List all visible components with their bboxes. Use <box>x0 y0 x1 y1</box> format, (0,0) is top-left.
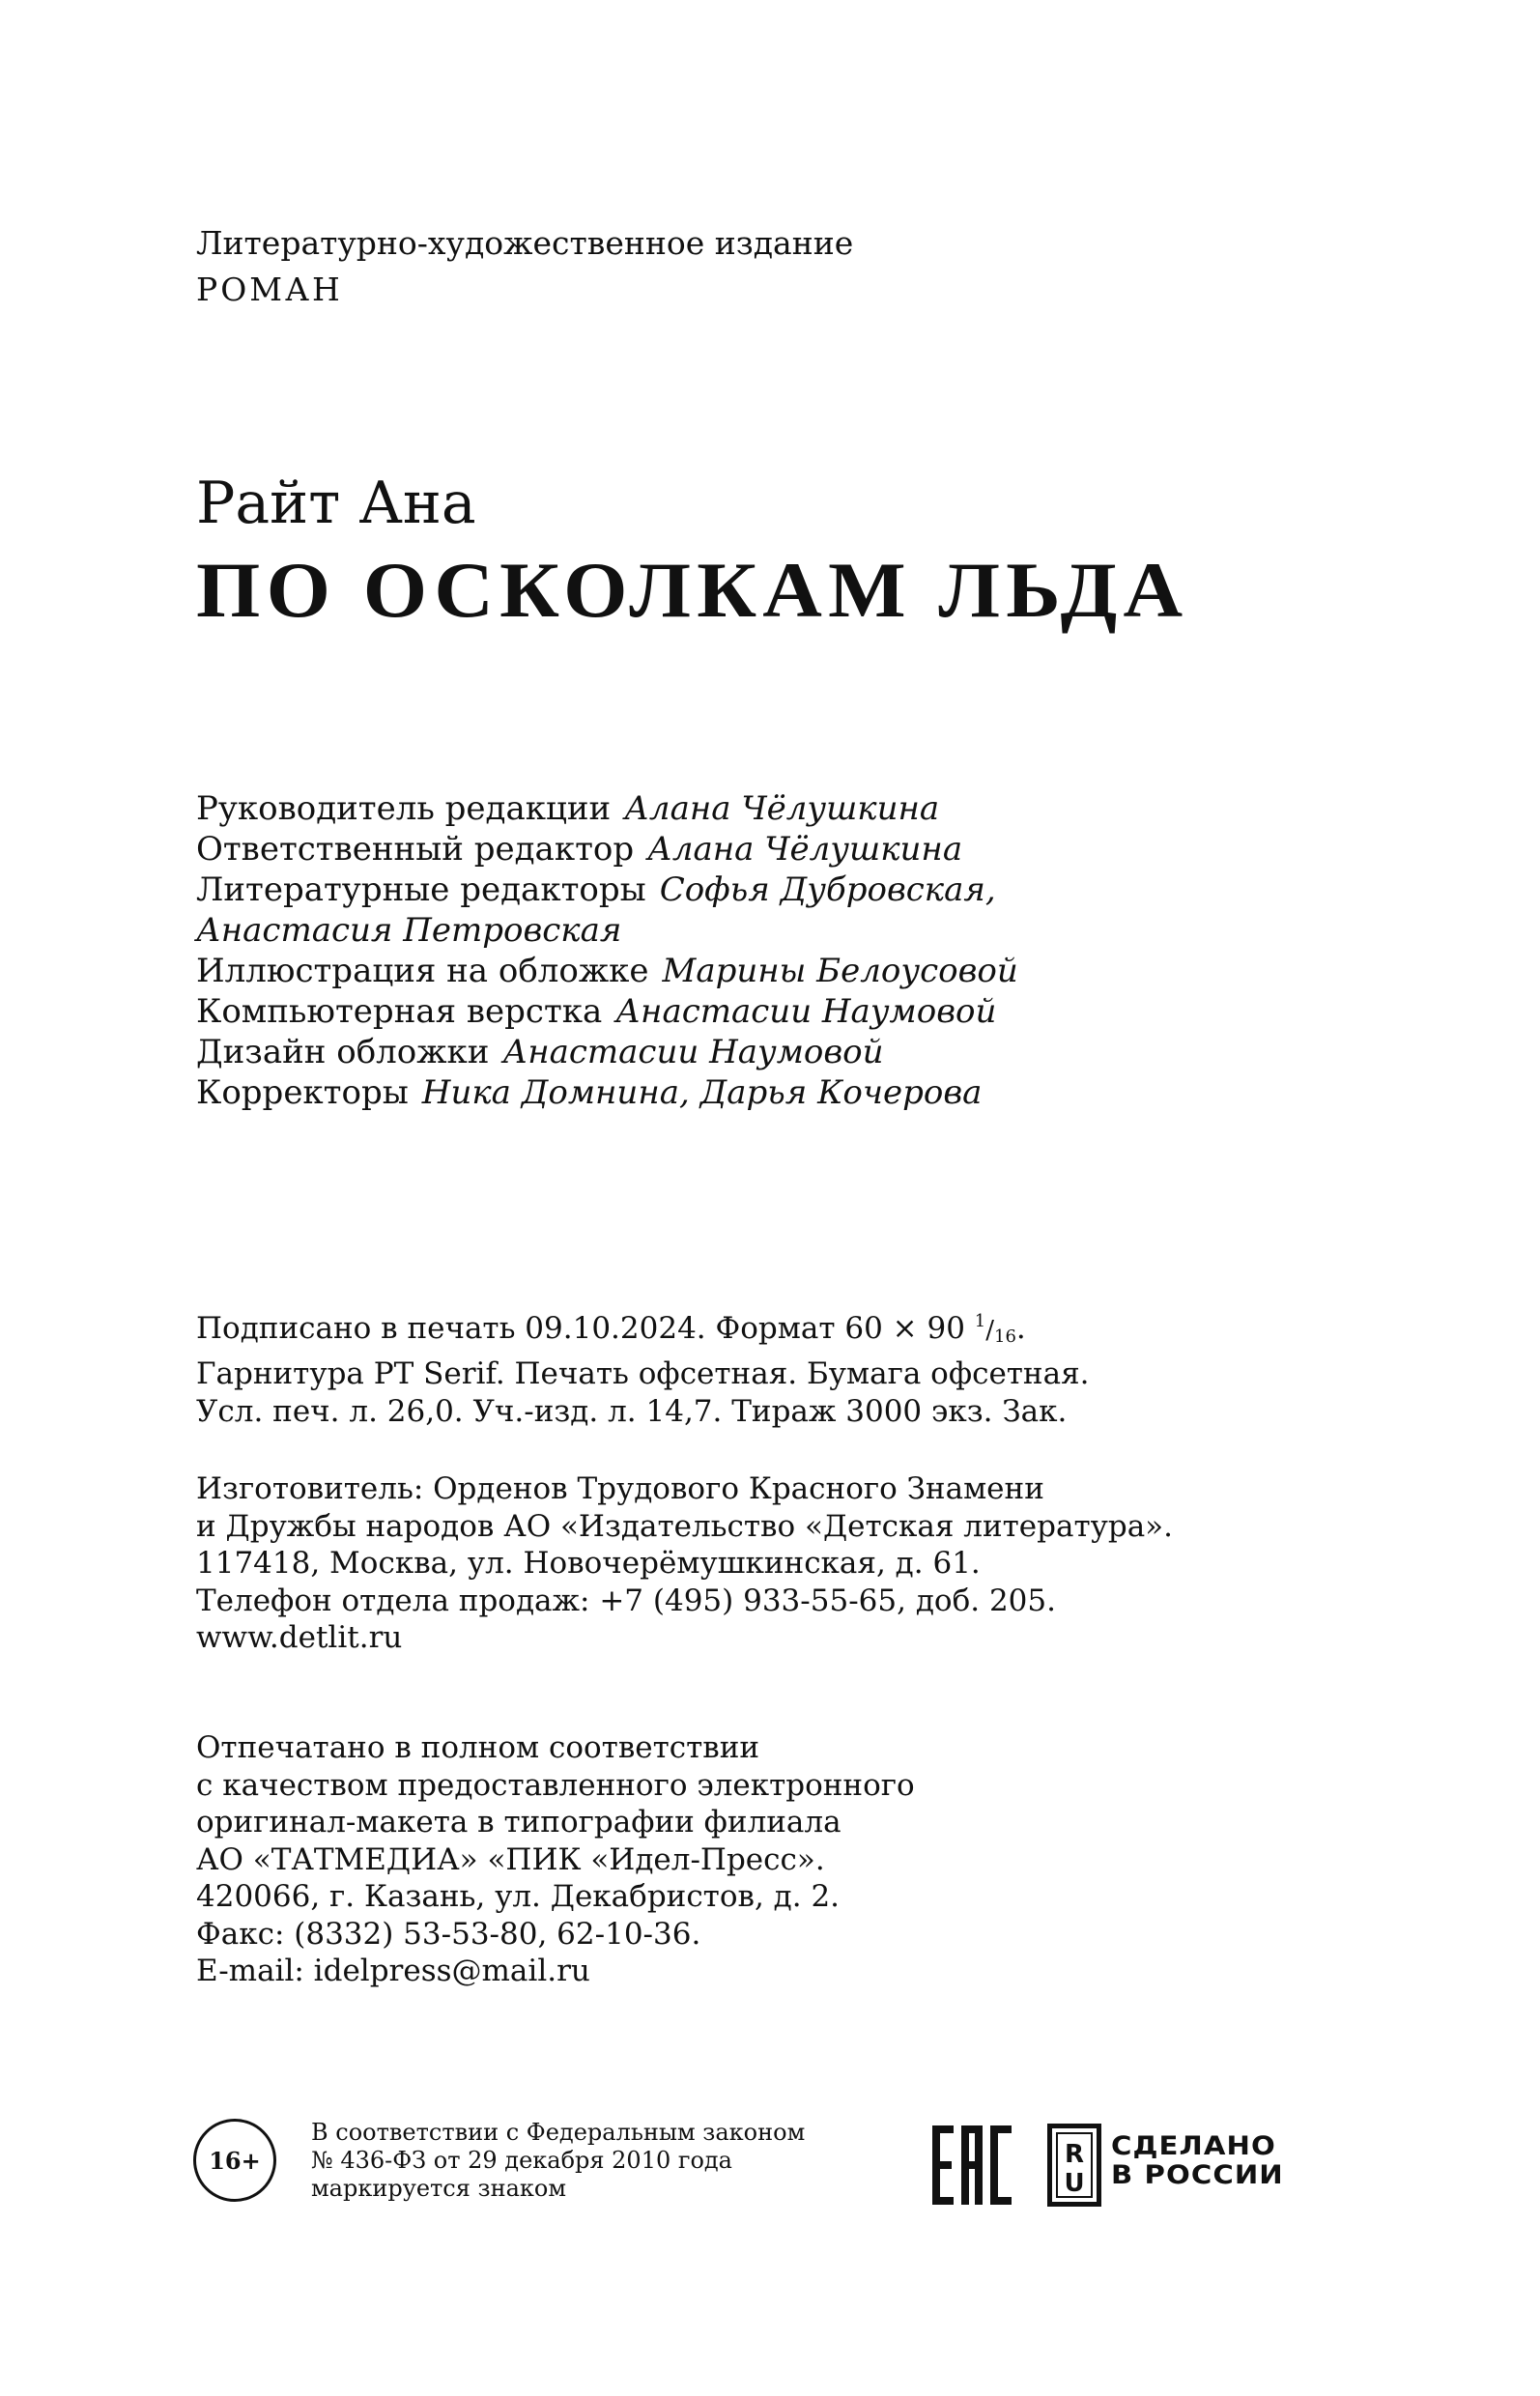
credit-name: Алана Чёлушкина <box>647 830 963 869</box>
imprint-signed-line <box>196 1302 1090 1355</box>
made-in-russia-label <box>1111 2132 1284 2190</box>
printer-name: АО «ТАТМЕДИА» «ПИК «Идел-Пресс». <box>196 1841 825 1877</box>
credit-role: Литературные редакторы <box>196 870 646 909</box>
book-author: Райт Ана <box>196 470 476 537</box>
age-rating-note <box>311 2119 805 2203</box>
age-note-line: № 436-ФЗ от 29 декабря 2010 года <box>311 2147 732 2174</box>
credits-list <box>196 788 1018 1113</box>
credit-role: Дизайн обложки <box>196 1033 490 1071</box>
credit-role: Корректоры <box>196 1073 409 1112</box>
credit-row <box>196 1032 1018 1072</box>
printer-line: оригинал-макета в типографии филиала <box>196 1805 841 1840</box>
credit-name: Анастасии Наумовой <box>502 1033 884 1071</box>
made-in-russia-ru-icon <box>1047 2124 1101 2207</box>
age-note-line: В соответствии с Федеральным законом <box>311 2119 806 2146</box>
age-rating-badge: 16+ <box>193 2119 276 2202</box>
credit-row <box>196 951 1018 991</box>
edition-genre: РОМАН <box>196 271 343 308</box>
credit-role: Иллюстрация на обложке <box>196 952 649 990</box>
credit-name: Алана Чёлушкина <box>624 789 940 828</box>
eac-icon <box>930 2124 1013 2207</box>
svg-text:R: R <box>1064 2140 1085 2169</box>
edition-info <box>196 220 853 313</box>
manufacturer-website: www.detlit.ru <box>196 1620 403 1655</box>
age-note-line: маркируется знаком <box>311 2175 567 2202</box>
book-title: ПО ОСКОЛКАМ ЛЬДА <box>196 546 1189 634</box>
manufacturer-line: и Дружбы народов АО «Издательство «Детская литература». <box>196 1508 1173 1544</box>
format-numerator: 1 <box>974 1311 986 1331</box>
credit-name: Анастасия Петровская <box>196 911 622 950</box>
imprint-info <box>196 1302 1090 1431</box>
credit-name: Ника Домнина, Дарья Кочерова <box>421 1073 983 1112</box>
imprint-print-run-line: Усл. печ. л. 26,0. Уч.-изд. л. 14,7. Тираж 3000 экз. Зак. <box>196 1394 1068 1429</box>
credit-row <box>196 1072 1018 1113</box>
credit-role: Ответственный редактор <box>196 830 635 869</box>
credit-name: Софья Дубровская, <box>659 870 996 909</box>
credit-row <box>196 991 1018 1032</box>
imprint-typeface-line: Гарнитура PT Serif. Печать офсетная. Бумага офсетная. <box>196 1356 1090 1391</box>
format-denominator: 16 <box>994 1326 1016 1347</box>
credit-role: Компьютерная верстка <box>196 992 603 1031</box>
manufacturer-phone: Телефон отдела продаж: +7 (495) 933-55-65, доб. 205. <box>196 1583 1056 1618</box>
imprint-signed-suffix: . <box>1015 1311 1026 1346</box>
credit-role: Руководитель редакции <box>196 789 612 828</box>
imprint-signed-text: Подписано в печать 09.10.2024. Формат 60 × 90 <box>196 1311 975 1346</box>
printer-address: 420066, г. Казань, ул. Декабристов, д. 2. <box>196 1879 841 1914</box>
printer-line: Отпечатано в полном соответствии <box>196 1730 760 1765</box>
credit-name: Марины Белоусовой <box>662 952 1018 990</box>
svg-text:U: U <box>1064 2169 1085 2198</box>
printer-fax: Факс: (8332) 53-53-80, 62-10-36. <box>196 1916 701 1952</box>
manufacturer-line: Изготовитель: Орденов Трудового Красного Знамени <box>196 1471 1044 1506</box>
manufacturer-info <box>196 1470 1173 1657</box>
credit-row <box>196 829 1018 870</box>
made-in-line: В РОССИИ <box>1111 2160 1284 2190</box>
credit-row <box>196 870 1018 910</box>
credit-row <box>196 910 1018 951</box>
printer-email: E-mail: idelpress@mail.ru <box>196 1954 590 1988</box>
made-in-line: СДЕЛАНО <box>1111 2131 1276 2161</box>
manufacturer-address: 117418, Москва, ул. Новочерёмушкинская, д. 61. <box>196 1546 981 1581</box>
printer-info <box>196 1729 915 1990</box>
fraction-slash: / <box>985 1316 994 1345</box>
credit-row <box>196 788 1018 829</box>
edition-type: Литературно-художественное издание <box>196 224 854 262</box>
credit-name: Анастасии Наумовой <box>615 992 997 1031</box>
printer-line: с качеством предоставленного электронного <box>196 1767 915 1803</box>
